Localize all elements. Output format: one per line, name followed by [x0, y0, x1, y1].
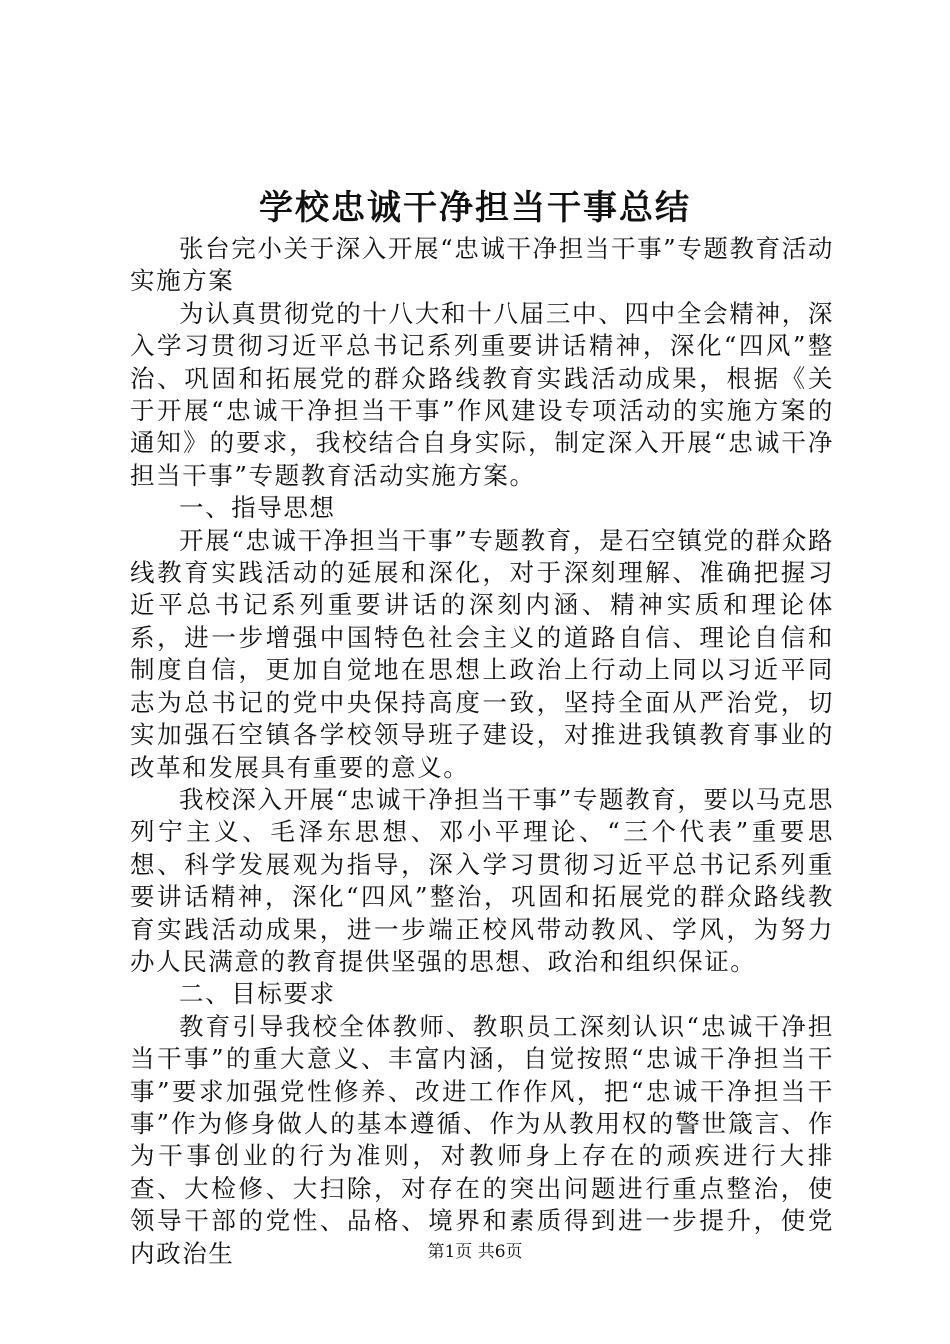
section-heading: 二、目标要求	[179, 979, 336, 1009]
paragraph: 我校深入开展“忠诚干净担当干事”专题教育，要以马克思列宁主义、毛泽东思想、邓小平理论、“三个代表”重要思想、科学发展观为指导，深入学习贯彻习近平总书记系列重要讲话精神，深化“四风”整治，巩固和拓展党的群众路线教育实践活动成果，进一步端正校风带动教风、学风，为努力办人民满意的教育提供坚强的思想、政治和组织保证。	[130, 784, 834, 976]
document-body	[130, 233, 834, 1270]
document-title: 学校忠诚干净担当干事总结	[259, 188, 691, 228]
paragraph: 张台完小关于深入开展“忠诚干净担当干事”专题教育活动实施方案	[130, 234, 834, 296]
page-number-footer: 第1页 共6页	[427, 1242, 523, 1262]
paragraph: 开展“忠诚干净担当干事”专题教育，是石空镇党的群众路线教育实践活动的延展和深化，对于深刻理解、准确把握习近平总书记系列重要讲话的深刻内涵、精神实质和理论体系，进一步增强中国特色社会主义的道路自信、理论自信和制度自信，更加自觉地在思想上政治上行动上同以习近平同志为总书记的党中央保持高度一致，坚持全面从严治党，切实加强石空镇各学校领导班子建设，对推进我镇教育事业的改革和发展具有重要的意义。	[130, 525, 834, 782]
section-heading: 一、指导思想	[179, 493, 336, 523]
paragraph: 教育引导我校全体教师、教职员工深刻认识“忠诚干净担当干事”的重大意义、丰富内涵，自觉按照“忠诚干净担当干事”要求加强党性修养、改进工作作风，把“忠诚干净担当干事”作为修身做人的基本遵循、作为从教用权的警世箴言、作为干事创业的行为准则，对教师身上存在的顽疾进行大排查、大检修、大扫除，对存在的突出问题进行重点整治，使领导干部的党性、品格、境界和素质得到进一步提升，使党内政治生	[130, 1011, 834, 1268]
paragraph: 为认真贯彻党的十八大和十八届三中、四中全会精神，深入学习贯彻习近平总书记系列重要讲话精神，深化“四风”整治、巩固和拓展党的群众路线教育实践活动成果，根据《关于开展“忠诚干净担当干事”作风建设专项活动的实施方案的通知》的要求，我校结合自身实际，制定深入开展“忠诚干净担当干事”专题教育活动实施方案。	[130, 298, 834, 490]
